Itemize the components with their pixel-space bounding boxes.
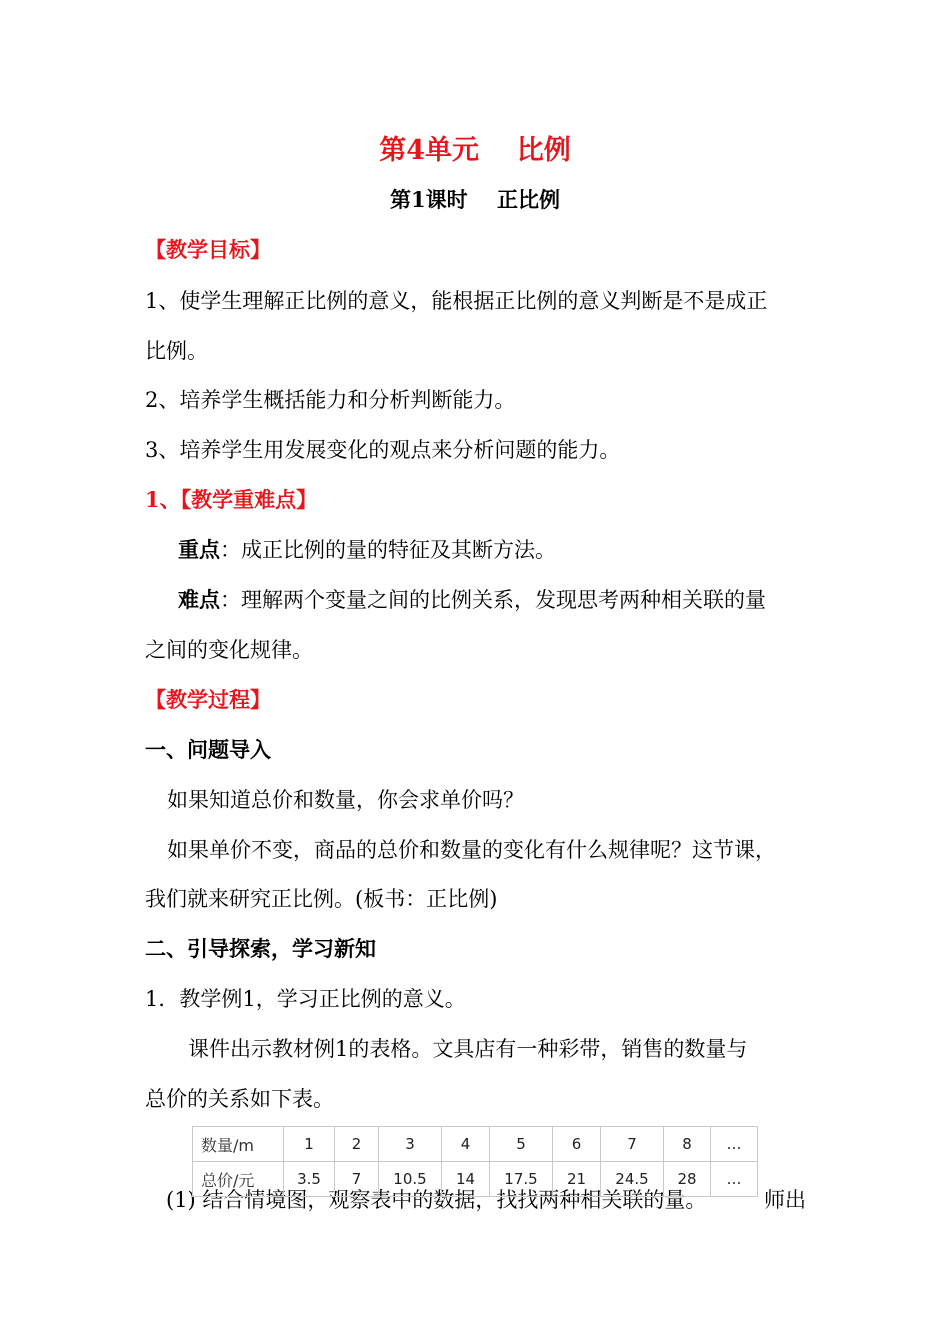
quantity-cell: 4 bbox=[442, 1127, 490, 1162]
objective-3: 3、培养学生用发展变化的观点来分析问题的能力。 bbox=[145, 438, 621, 462]
unit-number: 第4单元 bbox=[379, 135, 479, 166]
objective-1-line-1: 1、使学生理解正比例的意义，能根据正比例的意义判断是不是成正 bbox=[145, 289, 768, 313]
unit-title bbox=[0, 134, 950, 168]
process-heading: 【教学过程】 bbox=[145, 687, 271, 712]
section-1-title: 一、问题导入 bbox=[145, 737, 271, 762]
quantity-cell: … bbox=[711, 1127, 758, 1162]
key-points-title: 【教学重难点】 bbox=[180, 487, 318, 512]
section-2-step-1: 1．教学例1，学习正比例的意义。 bbox=[145, 987, 466, 1011]
key-point-label: 重点 bbox=[178, 537, 220, 562]
price-cell: 24.5 bbox=[601, 1162, 664, 1197]
quantity-cell: 3 bbox=[379, 1127, 442, 1162]
covered-line-end: 师出 bbox=[764, 1188, 806, 1212]
section-1-paragraph-1: 如果知道总价和数量，你会求单价吗？ bbox=[167, 788, 524, 812]
covered-line-text: (1) 结合情境图，观察表中的数据，找找两种相关联的量。 bbox=[166, 1188, 707, 1212]
price-cell: 21 bbox=[553, 1162, 601, 1197]
quantity-cell: 6 bbox=[553, 1127, 601, 1162]
quantity-cell: 8 bbox=[664, 1127, 711, 1162]
objective-2: 2、培养学生概括能力和分析判断能力。 bbox=[145, 388, 516, 412]
price-cell: 3.5 bbox=[284, 1162, 335, 1197]
lesson-name: 正比例 bbox=[497, 187, 560, 212]
section-1-paragraph-2-line-2: 我们就来研究正比例。(板书：正比例) bbox=[145, 887, 498, 911]
quantity-header-cell: 数量/m bbox=[193, 1127, 284, 1162]
difficult-point-label: 难点 bbox=[178, 587, 220, 612]
quantity-price-table bbox=[192, 1126, 758, 1197]
quantity-cell: 1 bbox=[284, 1127, 335, 1162]
section-2-paragraph-line-2: 总价的关系如下表。 bbox=[145, 1087, 334, 1111]
quantity-cell: 2 bbox=[335, 1127, 379, 1162]
key-points-heading bbox=[145, 486, 317, 514]
price-cell: … bbox=[711, 1162, 758, 1197]
section-2-paragraph-line-1: 课件出示教材例1的表格。文具店有一种彩带，销售的数量与 bbox=[188, 1037, 748, 1061]
objectives-heading: 【教学目标】 bbox=[145, 237, 271, 262]
difficult-point bbox=[178, 586, 766, 614]
lesson-title bbox=[0, 186, 950, 214]
price-cell: 17.5 bbox=[490, 1162, 553, 1197]
section-2-title: 二、引导探索，学习新知 bbox=[145, 936, 376, 961]
price-cell: 7 bbox=[335, 1162, 379, 1197]
quantity-cell: 5 bbox=[490, 1127, 553, 1162]
key-points-prefix: 1、 bbox=[145, 487, 181, 512]
difficult-point-text: ：理解两个变量之间的比例关系，发现思考两种相关联的量 bbox=[220, 588, 766, 612]
key-point bbox=[178, 536, 556, 564]
section-1-paragraph-2-line-1: 如果单价不变，商品的总价和数量的变化有什么规律呢？这节课， bbox=[167, 838, 776, 862]
price-cell: 28 bbox=[664, 1162, 711, 1197]
difficult-point-line-2: 之间的变化规律。 bbox=[145, 638, 313, 662]
table-row bbox=[193, 1127, 758, 1162]
objective-1-line-2: 比例。 bbox=[145, 339, 208, 363]
price-cell: 14 bbox=[442, 1162, 490, 1197]
lesson-number: 第1课时 bbox=[389, 187, 468, 212]
price-cell: 10.5 bbox=[379, 1162, 442, 1197]
price-header-cell: 总价/元 bbox=[193, 1162, 284, 1197]
table-row bbox=[193, 1162, 758, 1197]
unit-name: 比例 bbox=[516, 135, 571, 166]
quantity-cell: 7 bbox=[601, 1127, 664, 1162]
key-point-text: ：成正比例的量的特征及其断方法。 bbox=[220, 538, 556, 562]
